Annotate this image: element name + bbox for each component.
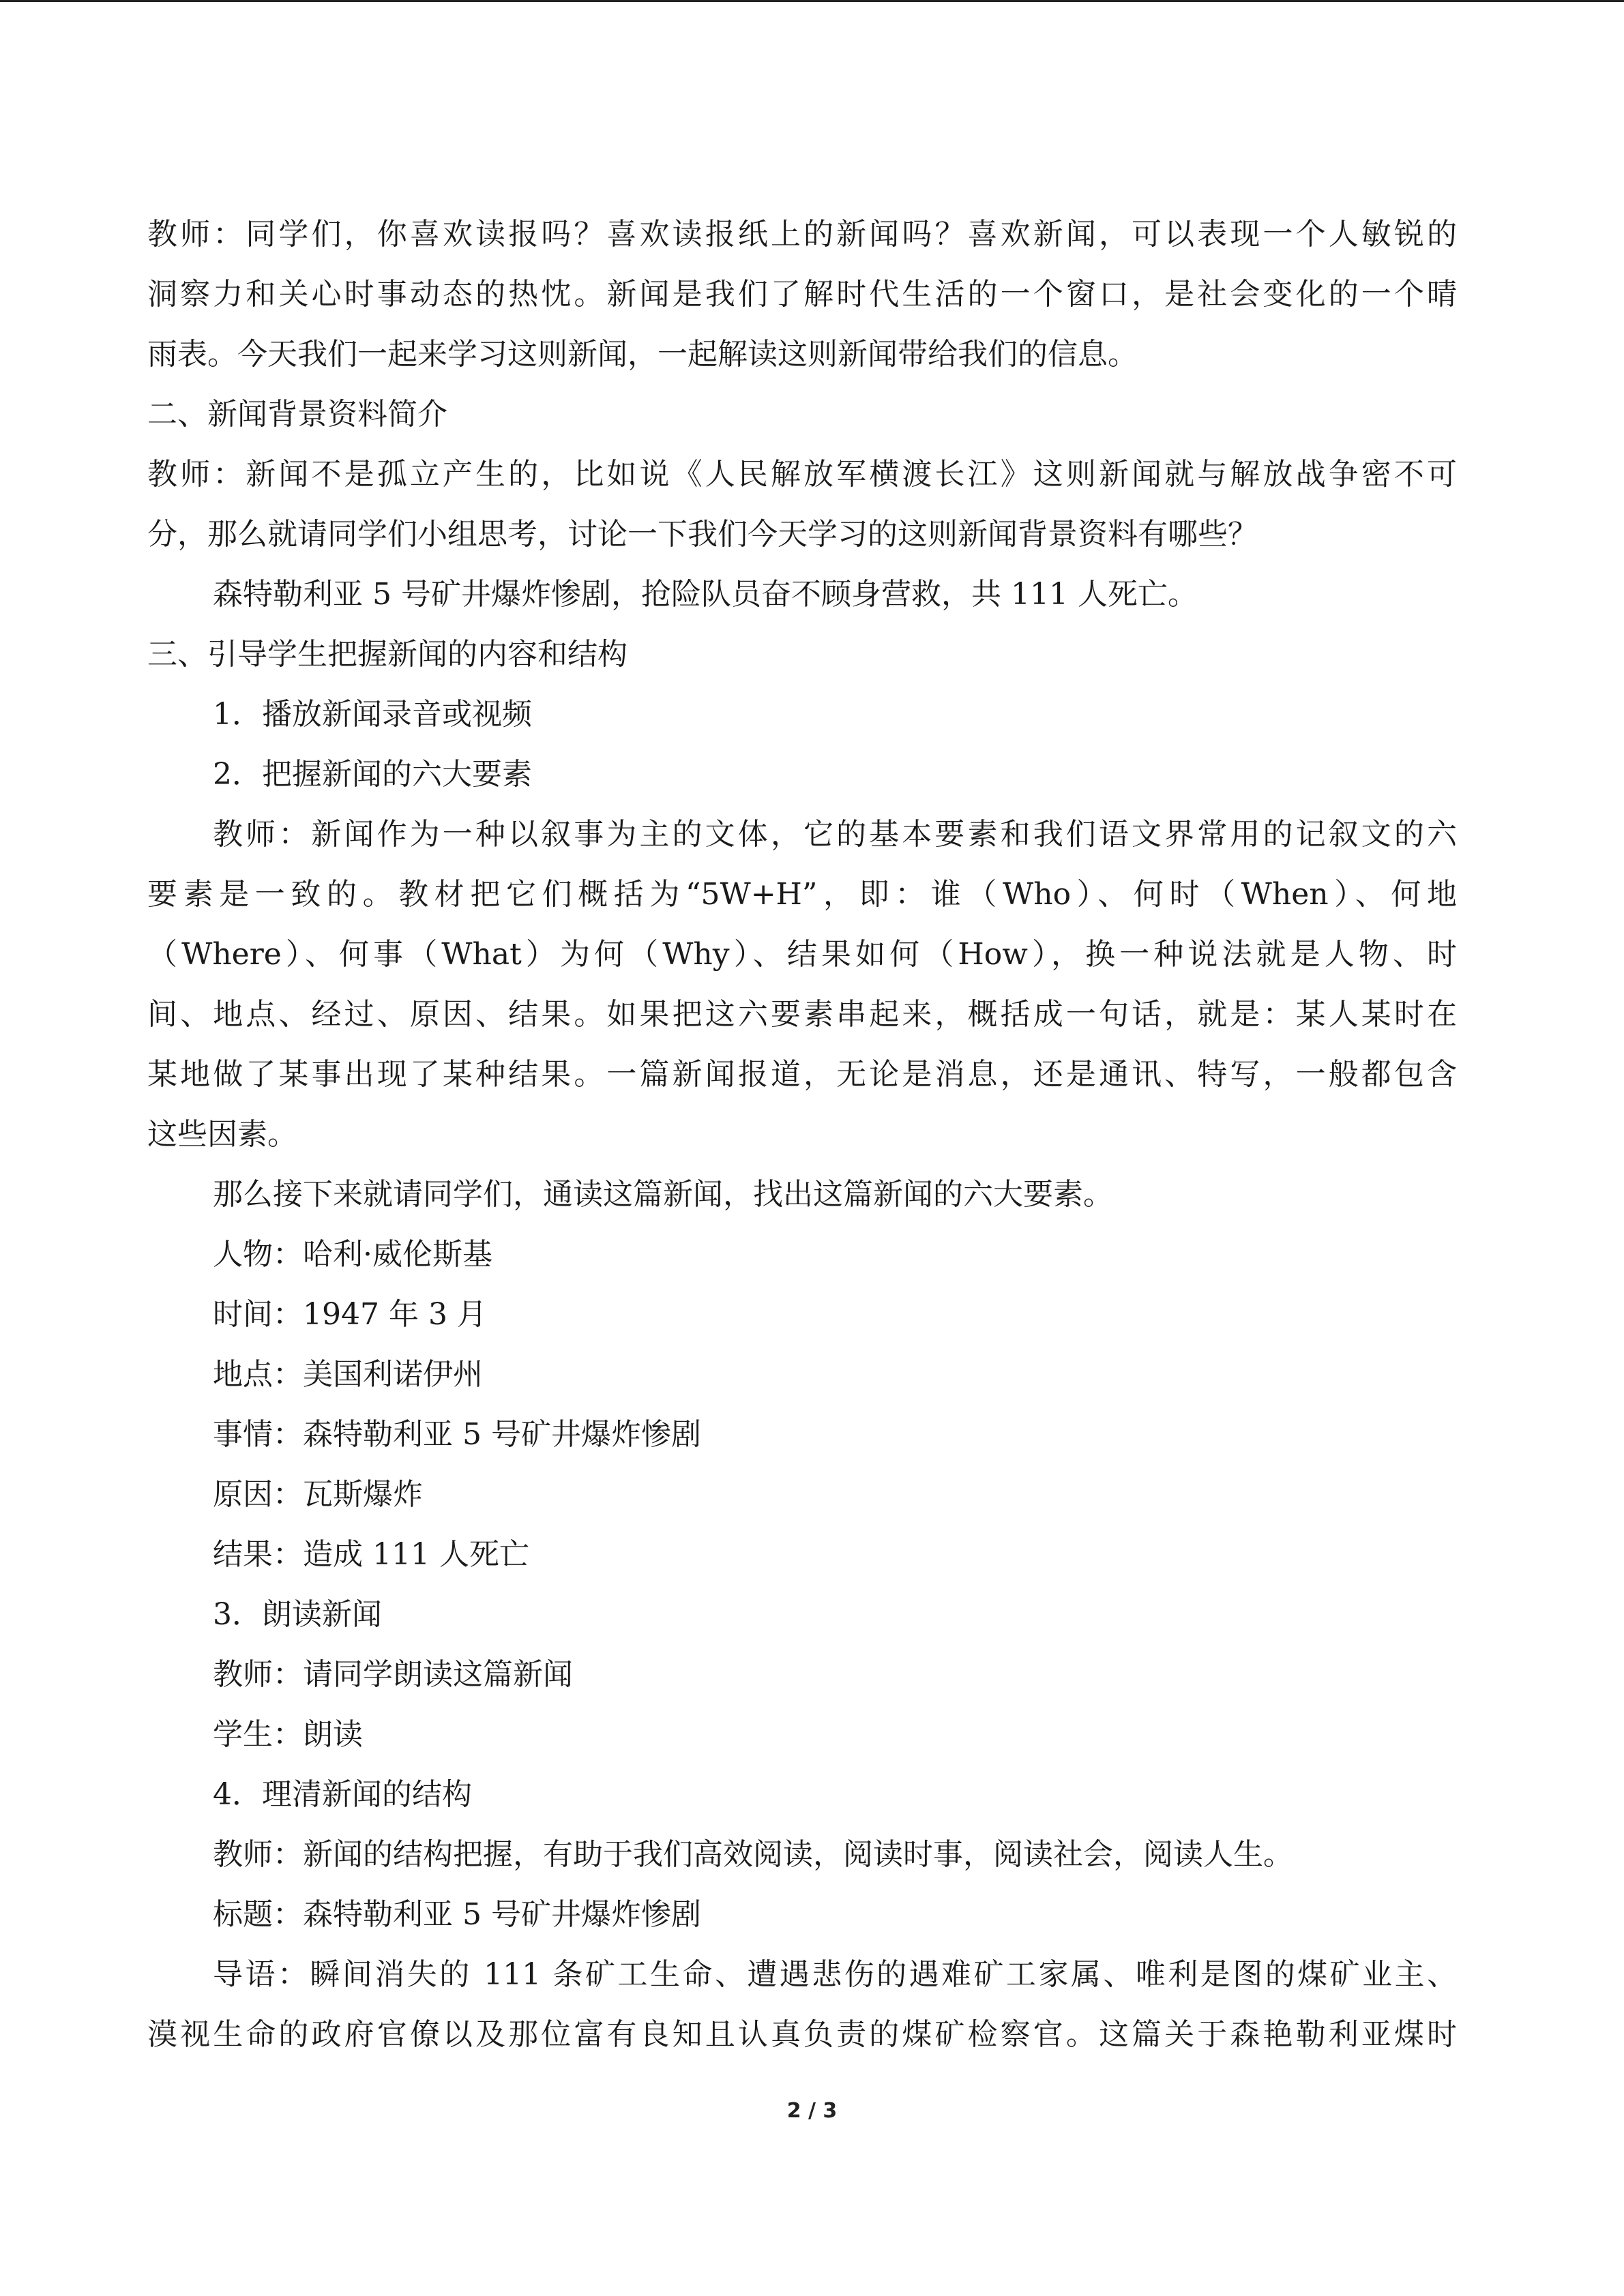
element-item: 时间：1947 年 3 月 [213, 1297, 487, 1332]
text-line: 这些因素。 [147, 1117, 297, 1152]
text-line: 分，那么就请同学们小组思考，讨论一下我们今天学习的这则新闻背景资料有哪些？ [147, 517, 1258, 552]
element-item: 事情：森特勒利亚 5 号矿井爆炸惨剧 [213, 1417, 701, 1452]
text-line: 教师：新闻作为一种以叙事为主的文体，它的基本要素和我们语文界常用的记叙文的六 [213, 817, 1457, 852]
element-item: 地点：美国利诺伊州 [213, 1357, 483, 1392]
text-line: 教师：新闻不是孤立产生的，比如说《人民解放军横渡长江》这则新闻就与解放战争密不可 [147, 457, 1457, 492]
text-line: 学生：朗读 [213, 1717, 363, 1752]
text-line: 某地做了某事出现了某种结果。一篇新闻报道，无论是消息，还是通讯、特写，一般都包含 [147, 1057, 1457, 1092]
sub-heading: 4．理清新闻的结构 [213, 1777, 472, 1812]
top-border-rule [0, 0, 1624, 2]
element-item: 结果：造成 111 人死亡 [213, 1537, 529, 1572]
text-line: 要素是一致的。教材把它们概括为“5W+H”，即：谁（Who）、何时（When）、何地 [147, 877, 1457, 912]
element-item: 人物：哈利·威伦斯基 [213, 1237, 492, 1272]
text-line: 导语：瞬间消失的 111 条矿工生命、遭遇悲伤的遇难矿工家属、唯利是图的煤矿业主、 [213, 1957, 1457, 1992]
sub-heading: 2．把握新闻的六大要素 [213, 757, 532, 792]
section-heading: 三、引导学生把握新闻的内容和结构 [147, 637, 628, 672]
text-line: 教师：新闻的结构把握，有助于我们高效阅读，阅读时事，阅读社会，阅读人生。 [213, 1837, 1293, 1872]
text-line: 教师：请同学朗读这篇新闻 [213, 1657, 573, 1692]
sub-heading: 3．朗读新闻 [213, 1597, 382, 1632]
text-line: 洞察力和关心时事动态的热忱。新闻是我们了解时代生活的一个窗口，是社会变化的一个晴 [147, 277, 1457, 312]
section-heading: 二、新闻背景资料简介 [147, 397, 447, 432]
page-number: 2 / 3 [786, 2099, 838, 2123]
element-item: 原因：瓦斯爆炸 [213, 1477, 423, 1512]
sub-heading: 1．播放新闻录音或视频 [213, 697, 532, 732]
text-line: 那么接下来就请同学们，通读这篇新闻，找出这篇新闻的六大要素。 [213, 1177, 1113, 1212]
text-line: 教师：同学们，你喜欢读报吗？喜欢读报纸上的新闻吗？喜欢新闻，可以表现一个人敏锐的 [147, 217, 1457, 252]
text-line: 漠视生命的政府官僚以及那位富有良知且认真负责的煤矿检察官。这篇关于森艳勒利亚煤时 [147, 2017, 1457, 2052]
text-line: 雨表。今天我们一起来学习这则新闻，一起解读这则新闻带给我们的信息。 [147, 337, 1138, 372]
text-line: 间、地点、经过、原因、结果。如果把这六要素串起来，概括成一句话，就是：某人某时在 [147, 997, 1457, 1032]
text-line: （Where）、何事（What）为何（Why）、结果如何（How），换一种说法就是人物、时 [147, 937, 1457, 972]
text-line: 标题：森特勒利亚 5 号矿井爆炸惨剧 [213, 1897, 701, 1932]
text-line: 森特勒利亚 5 号矿井爆炸惨剧，抢险队员奋不顾身营救，共 111 人死亡。 [213, 577, 1198, 612]
document-body [147, 205, 1457, 2065]
